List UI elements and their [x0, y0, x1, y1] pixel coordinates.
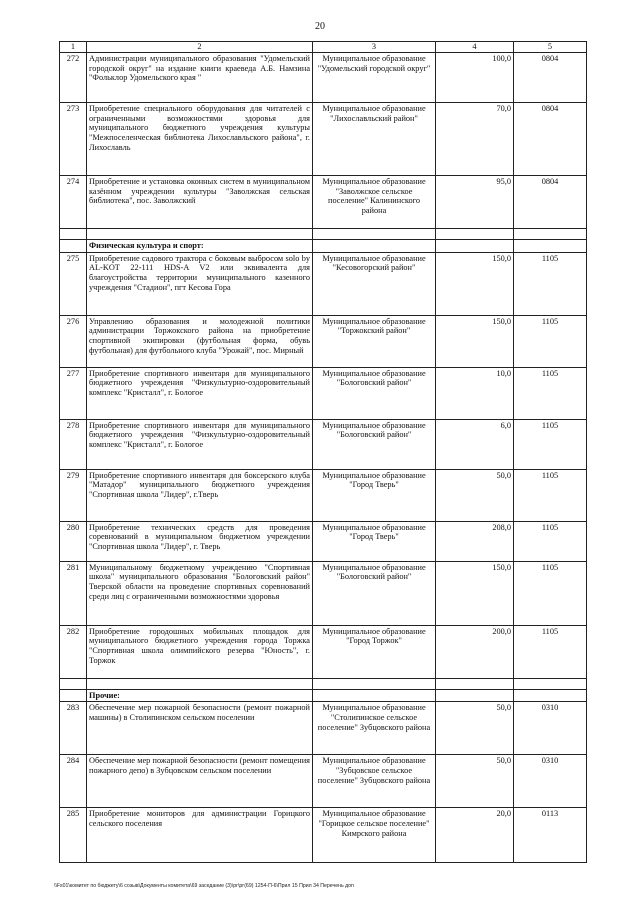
- row-description: Приобретение спортивного инвентаря для боксерского клуба "Матадор" муниципального бюджетного учреждения "Спортивная школа "Лидер", г.Тверь: [87, 469, 313, 521]
- table-row: [60, 702, 587, 755]
- row-number: 285: [60, 808, 87, 863]
- row-code: 1105: [514, 419, 587, 469]
- row-amount: 10,0: [436, 367, 514, 419]
- row-number: 284: [60, 755, 87, 808]
- empty-cell: [313, 239, 436, 252]
- section-heading-row: [60, 239, 587, 252]
- row-municipality: Муниципальное образование "Торжокский район": [313, 315, 436, 367]
- row-description: Приобретение спортивного инвентаря для муниципального бюджетного учреждения "Физкультурно-оздоровительный комплекс "Кристалл", г. Бологое: [87, 419, 313, 469]
- row-description: Муниципальному бюджетному учреждению "Спортивная школа" муниципального образования "Бологовский район" Тверской области на проведение спортивных соревнований среди лиц с ограниченными возможностями здоровья: [87, 561, 313, 625]
- row-code: 0804: [514, 52, 587, 102]
- empty-cell: [514, 689, 587, 702]
- row-amount: 50,0: [436, 469, 514, 521]
- row-code: 0804: [514, 102, 587, 175]
- row-description: Приобретение и установка оконных систем в муниципальном казённом учреждении культуры "Заволжская сельская библиотека", пос. Заволжский: [87, 175, 313, 228]
- table-row: [60, 367, 587, 419]
- row-number: 272: [60, 52, 87, 102]
- row-amount: 150,0: [436, 561, 514, 625]
- row-description: Приобретение технических средств для проведения соревнований в муниципальном бюджетном учреждении "Спортивная школа "Лидер", г. Тверь: [87, 521, 313, 561]
- page-number: 20: [315, 21, 325, 32]
- table-row: [60, 419, 587, 469]
- row-municipality: Муниципальное образование "Удомельский городской округ": [313, 52, 436, 102]
- row-municipality: Муниципальное образование "Зубцовское сельское поселение" Зубцовского района: [313, 755, 436, 808]
- empty-cell: [60, 689, 87, 702]
- column-header: 5: [514, 42, 587, 53]
- row-number: 283: [60, 702, 87, 755]
- row-description: Приобретение специального оборудования для читателей с ограниченными возможностями здоровья для муниципального бюджетного учреждения культуры "Межпоселенческая библиотека Лихославльского района", г. Лихославль: [87, 102, 313, 175]
- row-number: 281: [60, 561, 87, 625]
- empty-cell: [436, 239, 514, 252]
- empty-cell: [87, 228, 313, 239]
- column-header: 4: [436, 42, 514, 53]
- section-title: Прочие:: [87, 689, 313, 702]
- row-number: 274: [60, 175, 87, 228]
- empty-cell: [514, 228, 587, 239]
- row-number: 278: [60, 419, 87, 469]
- column-header: 1: [60, 42, 87, 53]
- row-number: 282: [60, 625, 87, 678]
- table-header-row: [60, 42, 587, 53]
- empty-cell: [436, 678, 514, 689]
- empty-cell: [436, 228, 514, 239]
- table-row: [60, 625, 587, 678]
- row-number: 280: [60, 521, 87, 561]
- row-description: Администрации муниципального образования "Удомельский городской округ" на издание книги краеведа А.Б. Намзина "Фольклор Удомельского края ": [87, 52, 313, 102]
- row-number: 276: [60, 315, 87, 367]
- row-amount: 6,0: [436, 419, 514, 469]
- empty-cell: [60, 239, 87, 252]
- table-row: [60, 808, 587, 863]
- row-municipality: Муниципальное образование "Город Торжок": [313, 625, 436, 678]
- row-description: Приобретение мониторов для администрации Горицкого сельского поселения: [87, 808, 313, 863]
- table-row: [60, 521, 587, 561]
- row-code: 1105: [514, 252, 587, 315]
- row-municipality: Муниципальное образование "Горицкое сельское поселение" Кимрского района: [313, 808, 436, 863]
- table-row: [60, 102, 587, 175]
- row-municipality: Муниципальное образование "Заволжское сельское поселение" Калининского района: [313, 175, 436, 228]
- row-description: Управлению образования и молодежной политики администрации Торжокского района на приобретение спортивной экипировки (футбольная форма, обувь футбольная) для футбольного клуба "Урожай", пос. Мирный: [87, 315, 313, 367]
- row-municipality: Муниципальное образование "Кесовогорский район": [313, 252, 436, 315]
- empty-cell: [313, 678, 436, 689]
- row-amount: 20,0: [436, 808, 514, 863]
- row-amount: 50,0: [436, 755, 514, 808]
- row-number: 279: [60, 469, 87, 521]
- row-code: 0113: [514, 808, 587, 863]
- row-amount: 150,0: [436, 315, 514, 367]
- row-code: 1105: [514, 625, 587, 678]
- row-municipality: Муниципальное образование "Столипинское сельское поселение" Зубцовского района: [313, 702, 436, 755]
- row-description: Приобретение садового трактора с боковым выбросом solo by AL-KOT 22-111 HDS-A V2 или эквивалента для благоустройства территории муниципального казенного учреждения "Стадион", пгт Кесова Гора: [87, 252, 313, 315]
- column-header: 3: [313, 42, 436, 53]
- table-row: [60, 252, 587, 315]
- empty-cell: [87, 678, 313, 689]
- row-municipality: Муниципальное образование "Лихославльский район": [313, 102, 436, 175]
- empty-cell: [60, 678, 87, 689]
- row-code: 0804: [514, 175, 587, 228]
- row-description: Приобретение спортивного инвентаря для муниципального бюджетного учреждения "Физкультурно-оздоровительный комплекс "Кристалл", г. Бологое: [87, 367, 313, 419]
- row-amount: 208,0: [436, 521, 514, 561]
- empty-cell: [514, 678, 587, 689]
- row-code: 1105: [514, 469, 587, 521]
- empty-cell: [514, 239, 587, 252]
- section-heading-row: [60, 689, 587, 702]
- table-row: [60, 175, 587, 228]
- row-municipality: Муниципальное образование "Бологовский район": [313, 367, 436, 419]
- row-code: 0310: [514, 755, 587, 808]
- row-number: 273: [60, 102, 87, 175]
- row-amount: 95,0: [436, 175, 514, 228]
- empty-cell: [313, 689, 436, 702]
- row-amount: 70,0: [436, 102, 514, 175]
- table-row: [60, 561, 587, 625]
- row-municipality: Муниципальное образование "Бологовский район": [313, 419, 436, 469]
- row-code: 0310: [514, 702, 587, 755]
- row-code: 1105: [514, 521, 587, 561]
- row-amount: 100,0: [436, 52, 514, 102]
- budget-table: [59, 41, 587, 863]
- row-number: 277: [60, 367, 87, 419]
- empty-cell: [313, 228, 436, 239]
- empty-cell: [60, 228, 87, 239]
- table-row: [60, 755, 587, 808]
- row-municipality: Муниципальное образование "Город Тверь": [313, 521, 436, 561]
- column-header: 2: [87, 42, 313, 53]
- section-title: Физическая культура и спорт:: [87, 239, 313, 252]
- row-description: Приобретение городошных мобильных площадок для муниципального бюджетного учреждения города Торжка "Спортивная школа олимпийского резерва "Юность", г. Торжок: [87, 625, 313, 678]
- row-municipality: Муниципальное образование "Город Тверь": [313, 469, 436, 521]
- row-amount: 150,0: [436, 252, 514, 315]
- row-description: Обеспечение мер пожарной безопасности (ремонт помещения пожарного депо) в Зубцовском сельском поселении: [87, 755, 313, 808]
- table-row: [60, 52, 587, 102]
- blank-row: [60, 678, 587, 689]
- table-row: [60, 315, 587, 367]
- row-amount: 200,0: [436, 625, 514, 678]
- table-row: [60, 469, 587, 521]
- row-description: Обеспечение мер пожарной безопасности (ремонт пожарной машины) в Столипинском сельском поселении: [87, 702, 313, 755]
- row-code: 1105: [514, 367, 587, 419]
- empty-cell: [436, 689, 514, 702]
- row-code: 1105: [514, 561, 587, 625]
- row-number: 275: [60, 252, 87, 315]
- row-code: 1105: [514, 315, 587, 367]
- blank-row: [60, 228, 587, 239]
- file-path-footer: \\Fs01\комитет по бюджету\6 созыв\Документы комитета\69 заседание (3)\рг\рг(69) 1254-П-6\Прил 15 Прил 34 Перечень доп: [54, 883, 354, 889]
- row-amount: 50,0: [436, 702, 514, 755]
- row-municipality: Муниципальное образование "Бологовский район": [313, 561, 436, 625]
